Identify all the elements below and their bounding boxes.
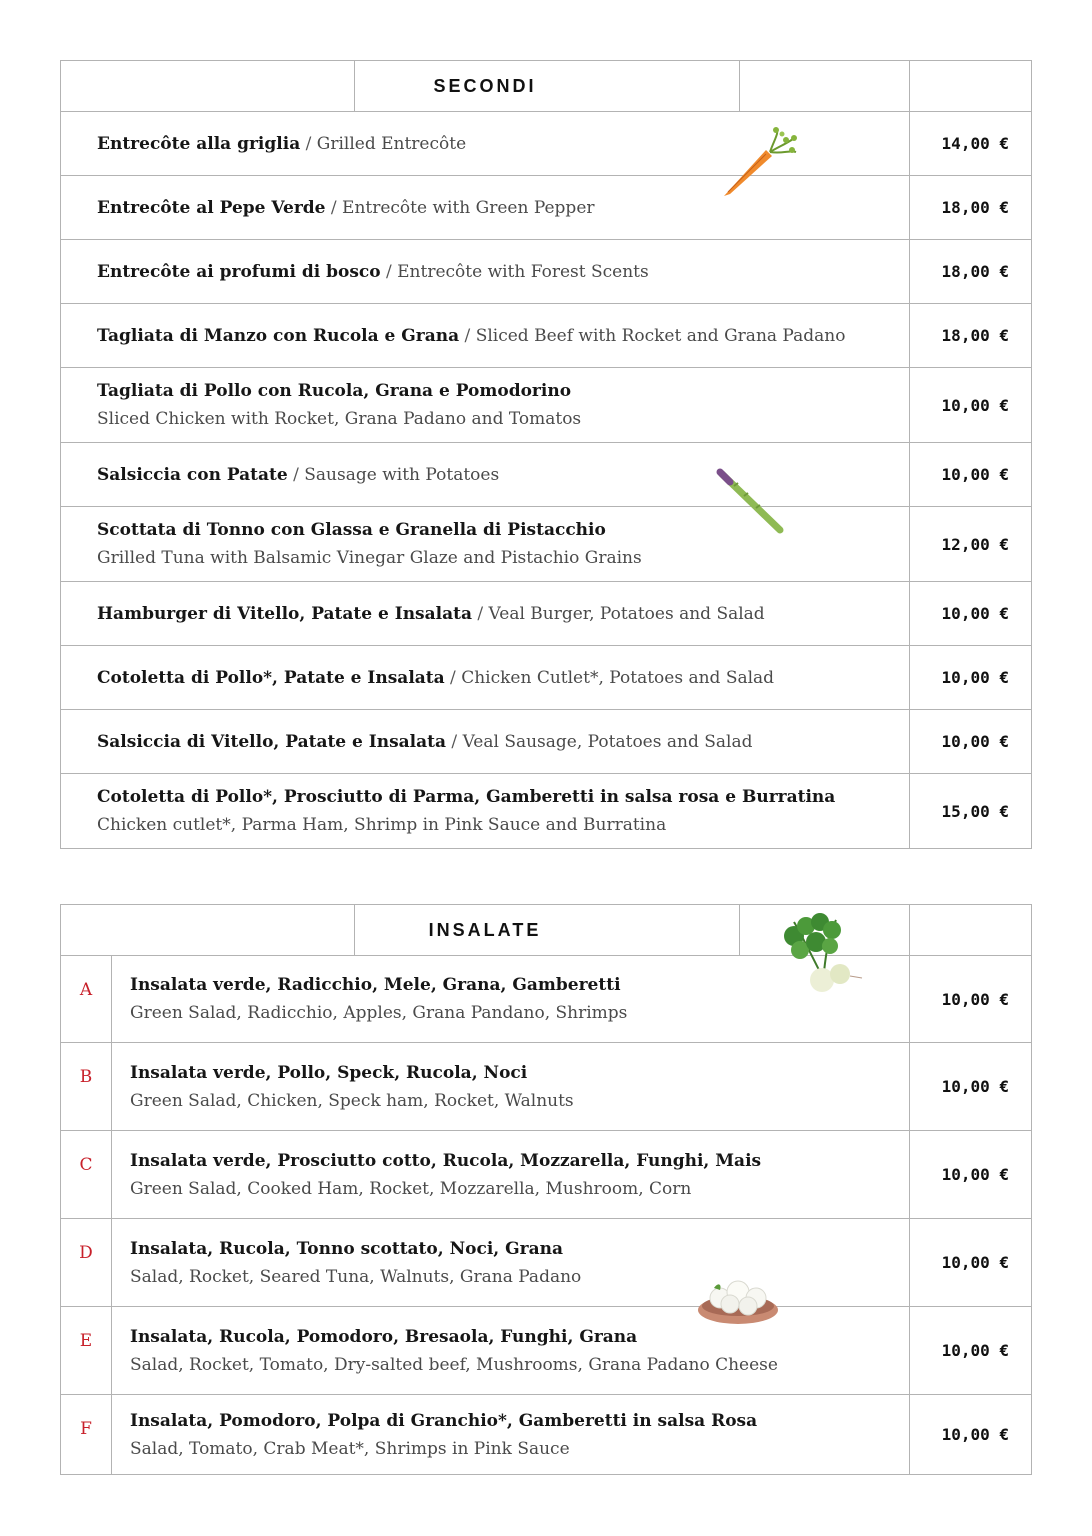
price-value: 10,00 [941, 989, 990, 1009]
price-value: 10,00 [941, 1425, 990, 1444]
currency-symbol: € [999, 1253, 1010, 1272]
currency-symbol: € [999, 465, 1009, 484]
secondi-row [61, 774, 1032, 849]
item-name-en: Sliced Chicken with Rocket, Grana Padano and Tomatos [97, 409, 582, 429]
carrot-icon [718, 126, 800, 200]
secondi-item [61, 774, 910, 849]
item-name-it: Insalata, Rucola, Tonno scottato, Noci, Grana [130, 1238, 563, 1259]
secondi-row [61, 368, 1032, 443]
item-name-it: Insalata verde, Radicchio, Mele, Grana, Gamberetti [130, 975, 621, 995]
currency-symbol: € [999, 1077, 1010, 1096]
secondi-item [61, 240, 910, 304]
item-name-en: Veal Sausage, Potatoes and Salad [462, 731, 753, 752]
item-name-en: Salad, Tomato, Crab Meat*, Shrimps in Pink Sauce [130, 1438, 570, 1459]
item-name-en: Chicken Cutlet*, Potatoes and Salad [461, 667, 775, 688]
item-name-it: Insalata, Pomodoro, Polpa di Granchio*, Gamberetti in salsa Rosa [130, 1410, 758, 1431]
salad-letter: C [61, 1131, 112, 1219]
item-name-it: Insalata verde, Prosciutto cotto, Rucola, Mozzarella, Funghi, Mais [130, 1150, 762, 1171]
insalate-row [61, 1043, 1032, 1131]
currency-symbol: € [999, 262, 1009, 281]
secondi-item [61, 582, 910, 646]
currency-symbol: € [999, 134, 1009, 153]
item-name-en: Sliced Beef with Rocket and Grana Padano [475, 325, 846, 346]
item-price [910, 1395, 1032, 1475]
item-name-it: Entrecôte alla griglia [97, 133, 301, 154]
price-value: 18,00 [941, 262, 990, 281]
item-name-it: Insalata verde, Pollo, Speck, Rucola, Noci [130, 1062, 528, 1083]
item-price [910, 240, 1032, 304]
currency-symbol: € [999, 989, 1010, 1009]
currency-symbol: € [999, 1425, 1010, 1444]
price-value: 10,00 [941, 604, 990, 623]
insalate-row [61, 1131, 1032, 1219]
item-price [910, 176, 1032, 240]
item-name-en: Grilled Entrecôte [316, 133, 467, 154]
insalate-title: INSALATE [428, 919, 542, 940]
insalate-row [61, 1307, 1032, 1395]
insalate-section [60, 904, 1032, 1475]
separator: / [472, 603, 489, 624]
secondi-row [61, 507, 1032, 582]
currency-symbol: € [999, 1341, 1010, 1360]
insalate-header [61, 905, 1032, 956]
price-value: 10,00 [941, 395, 990, 415]
item-price [910, 1219, 1032, 1307]
item-name-it: Hamburger di Vitello, Patate e Insalata [97, 603, 472, 624]
item-price [910, 368, 1032, 443]
secondi-row [61, 304, 1032, 368]
currency-symbol: € [999, 534, 1009, 554]
item-price [910, 1043, 1032, 1131]
separator: / [444, 667, 462, 688]
item-name-it: Tagliata di Pollo con Rucola, Grana e Pomodorino [97, 381, 572, 401]
insalate-item [112, 1307, 910, 1395]
secondi-row [61, 112, 1032, 176]
insalate-row [61, 956, 1032, 1043]
salad-letter: D [61, 1219, 112, 1307]
price-value: 18,00 [941, 198, 990, 217]
insalate-item [112, 1043, 910, 1131]
salad-letter: E [61, 1307, 112, 1395]
item-name-en: Grilled Tuna with Balsamic Vinegar Glaze and Pistachio Grains [97, 548, 642, 568]
item-name-it: Entrecôte al Pepe Verde [97, 197, 326, 218]
currency-symbol: € [999, 1165, 1010, 1184]
asparagus-icon [714, 466, 786, 536]
item-price [910, 582, 1032, 646]
currency-symbol: € [999, 732, 1009, 751]
currency-symbol: € [999, 604, 1009, 623]
item-name-en: Entrecôte with Green Pepper [342, 197, 595, 218]
item-name-en: Green Salad, Chicken, Speck ham, Rocket, Walnuts [130, 1090, 574, 1111]
item-name-en: Green Salad, Radicchio, Apples, Grana Pandano, Shrimps [130, 1003, 628, 1023]
secondi-row [61, 582, 1032, 646]
insalate-row [61, 1219, 1032, 1307]
item-name-it: Cotoletta di Pollo*, Patate e Insalata [97, 667, 445, 688]
separator: / [459, 325, 476, 346]
secondi-row [61, 646, 1032, 710]
radish-icon [780, 912, 864, 1002]
item-name-it: Insalata, Rucola, Pomodoro, Bresaola, Funghi, Grana [130, 1326, 638, 1347]
currency-symbol: € [999, 326, 1009, 345]
price-value: 18,00 [941, 326, 990, 345]
price-value: 12,00 [941, 534, 990, 554]
insalate-item [112, 1131, 910, 1219]
item-name-it: Tagliata di Manzo con Rucola e Grana [97, 325, 460, 346]
item-price [910, 646, 1032, 710]
item-name-en: Sausage with Potatoes [304, 464, 500, 485]
item-name-it: Salsiccia di Vitello, Patate e Insalata [97, 731, 447, 752]
currency-symbol: € [999, 668, 1009, 687]
currency-symbol: € [999, 395, 1009, 415]
currency-symbol: € [999, 198, 1009, 217]
insalate-row [61, 1395, 1032, 1475]
price-value: 15,00 [941, 801, 990, 821]
item-price [910, 710, 1032, 774]
secondi-item [61, 368, 910, 443]
price-value: 10,00 [941, 668, 990, 687]
secondi-section [60, 60, 1032, 849]
item-price [910, 443, 1032, 507]
price-value: 10,00 [941, 732, 990, 751]
secondi-row [61, 240, 1032, 304]
secondi-title: SECONDI [433, 75, 537, 96]
price-value: 10,00 [941, 1253, 990, 1272]
item-name-en: Entrecôte with Forest Scents [397, 261, 649, 282]
price-value: 10,00 [941, 465, 990, 484]
salad-letter: B [61, 1043, 112, 1131]
separator: / [287, 464, 305, 485]
item-price [910, 507, 1032, 582]
price-value: 10,00 [941, 1077, 990, 1096]
mozzarella-bowl-icon [696, 1266, 782, 1328]
item-name-en: Salad, Rocket, Seared Tuna, Walnuts, Grana Padano [130, 1266, 582, 1287]
secondi-header [61, 61, 1032, 112]
item-price [910, 956, 1032, 1043]
currency-symbol: € [999, 801, 1009, 821]
insalate-item [112, 1395, 910, 1475]
item-price [910, 774, 1032, 849]
item-price [910, 304, 1032, 368]
price-value: 10,00 [941, 1341, 990, 1360]
secondi-row [61, 176, 1032, 240]
item-name-en: Chicken cutlet*, Parma Ham, Shrimp in Pink Sauce and Burratina [97, 815, 667, 835]
secondi-row [61, 710, 1032, 774]
secondi-row [61, 443, 1032, 507]
item-name-en: Green Salad, Cooked Ham, Rocket, Mozzarella, Mushroom, Corn [130, 1178, 692, 1199]
separator: / [380, 261, 398, 282]
item-name-it: Scottata di Tonno con Glassa e Granella di Pistacchio [97, 520, 606, 540]
item-name-en: Veal Burger, Potatoes and Salad [488, 603, 765, 624]
secondi-item [61, 304, 910, 368]
secondi-item [61, 710, 910, 774]
separator: / [446, 731, 463, 752]
item-price [910, 1131, 1032, 1219]
item-price [910, 112, 1032, 176]
separator: / [325, 197, 343, 218]
salad-letter: F [61, 1395, 112, 1475]
price-value: 10,00 [941, 1165, 990, 1184]
salad-letter: A [61, 956, 112, 1043]
item-price [910, 1307, 1032, 1395]
separator: / [300, 133, 317, 154]
secondi-item [61, 646, 910, 710]
insalate-item [112, 1219, 910, 1307]
item-name-it: Salsiccia con Patate [97, 464, 288, 485]
item-name-it: Cotoletta di Pollo*, Prosciutto di Parma, Gamberetti in salsa rosa e Burratina [97, 787, 836, 807]
price-value: 14,00 [941, 134, 990, 153]
item-name-it: Entrecôte ai profumi di bosco [97, 261, 381, 282]
item-name-en: Salad, Rocket, Tomato, Dry-salted beef, Mushrooms, Grana Padano Cheese [130, 1354, 778, 1375]
